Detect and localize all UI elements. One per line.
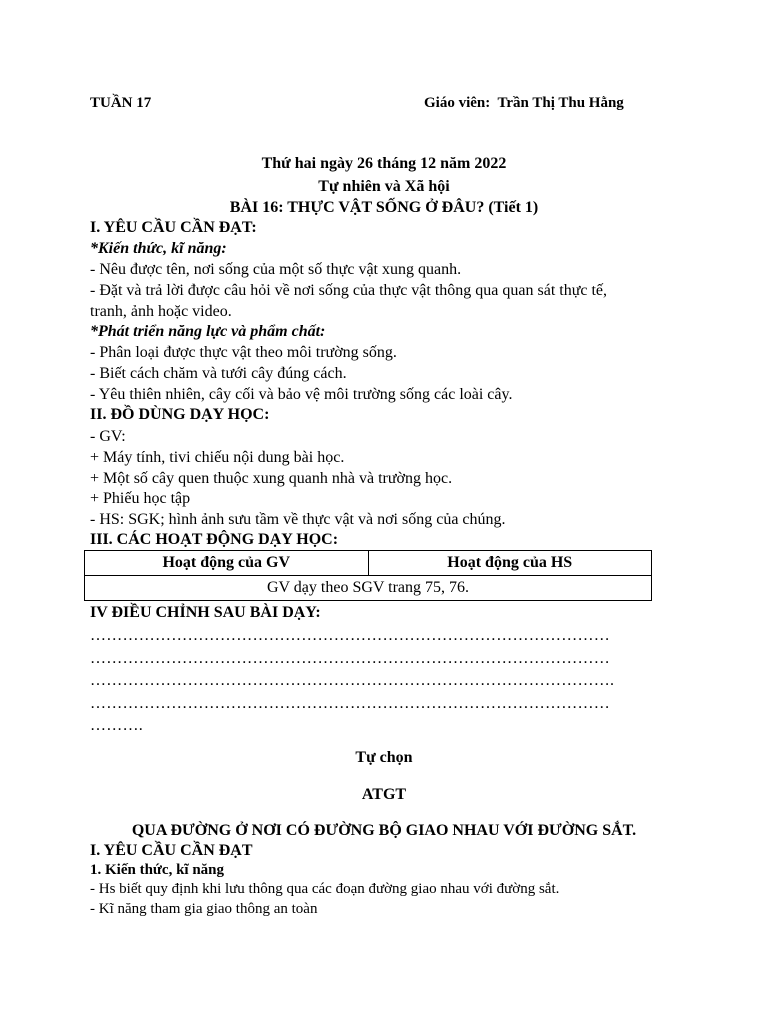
activities-table: [84, 550, 652, 601]
section2-heading: II. ĐỒ DÙNG DẠY HỌC:: [90, 406, 270, 423]
elective-line: - Kĩ năng tham gia giao thông an toàn: [90, 901, 318, 917]
elective-subject: ATGT: [361, 786, 407, 803]
dotted-line: …………………………………………………………………………………….: [90, 673, 615, 689]
table-header-gv: Hoạt động của GV: [85, 551, 369, 576]
dotted-line: ……………………………………………………………………………………: [90, 628, 610, 644]
section1-line: - Phân loại được thực vật theo môi trường sống.: [90, 344, 397, 361]
table-header-hs: Hoạt động của HS: [368, 551, 652, 576]
section1-line: - Đặt và trả lời được câu hỏi về nơi sống của thực vật thông qua quan sát thực tế,: [90, 282, 608, 299]
section1-line: tranh, ảnh hoặc video.: [90, 303, 232, 320]
lesson-date: Thứ hai ngày 26 tháng 12 năm 2022: [261, 155, 507, 172]
table-row: [85, 576, 652, 601]
dotted-line: ……….: [90, 718, 143, 734]
section1-sub1-heading: *Kiến thức, kĩ năng:: [90, 240, 227, 257]
section1-line: - Yêu thiên nhiên, cây cối và bảo vệ môi trường sống các loài cây.: [90, 386, 513, 403]
section2-line: - GV:: [90, 428, 126, 445]
elective-req-heading: I. YÊU CẦU CẦN ĐẠT: [90, 842, 253, 859]
section1-line: - Biết cách chăm và tưới cây đúng cách.: [90, 365, 347, 382]
dotted-line: ……………………………………………………………………………………: [90, 651, 610, 667]
section2-line: - HS: SGK; hình ảnh sưu tầm về thực vật và nơi sống của chúng.: [90, 511, 506, 528]
elective-sub-heading: 1. Kiến thức, kĩ năng: [90, 862, 225, 878]
section2-line: + Phiếu học tập: [90, 490, 191, 507]
elective-label: Tự chọn: [355, 749, 413, 766]
section1-sub2-heading: *Phát triển năng lực và phẩm chất:: [90, 323, 326, 340]
section2-line: + Máy tính, tivi chiếu nội dung bài học.: [90, 449, 345, 466]
section3-heading: III. CÁC HOẠT ĐỘNG DẠY HỌC:: [90, 531, 339, 548]
table-merged-cell: GV dạy theo SGV trang 75, 76.: [85, 576, 652, 601]
section4-heading: IV ĐIỀU CHỈNH SAU BÀI DẠY:: [90, 604, 321, 621]
section1-heading: I. YÊU CẦU CẦN ĐẠT:: [90, 219, 257, 236]
teacher-name: Trần Thị Thu Hằng: [497, 95, 624, 111]
table-header-row: [85, 551, 652, 576]
section1-line: - Nêu được tên, nơi sống của một số thực vật xung quanh.: [90, 261, 462, 278]
week-label: TUẦN 17: [90, 95, 152, 111]
teacher-label: Giáo viên:: [424, 95, 491, 111]
elective-line: - Hs biết quy định khi lưu thông qua các đoạn đường giao nhau với đường sắt.: [90, 881, 560, 897]
dotted-line: ……………………………………………………………………………………: [90, 696, 610, 712]
teacher-info: [424, 95, 624, 112]
elective-title: QUA ĐƯỜNG Ở NƠI CÓ ĐƯỜNG BỘ GIAO NHAU VỚI ĐƯỜNG SẮT.: [131, 822, 637, 839]
lesson-subject: Tự nhiên và Xã hội: [318, 178, 450, 195]
section2-line: + Một số cây quen thuộc xung quanh nhà và trường học.: [90, 470, 453, 487]
lesson-title: BÀI 16: THỰC VẬT SỐNG Ở ĐÂU? (Tiết 1): [229, 199, 539, 216]
